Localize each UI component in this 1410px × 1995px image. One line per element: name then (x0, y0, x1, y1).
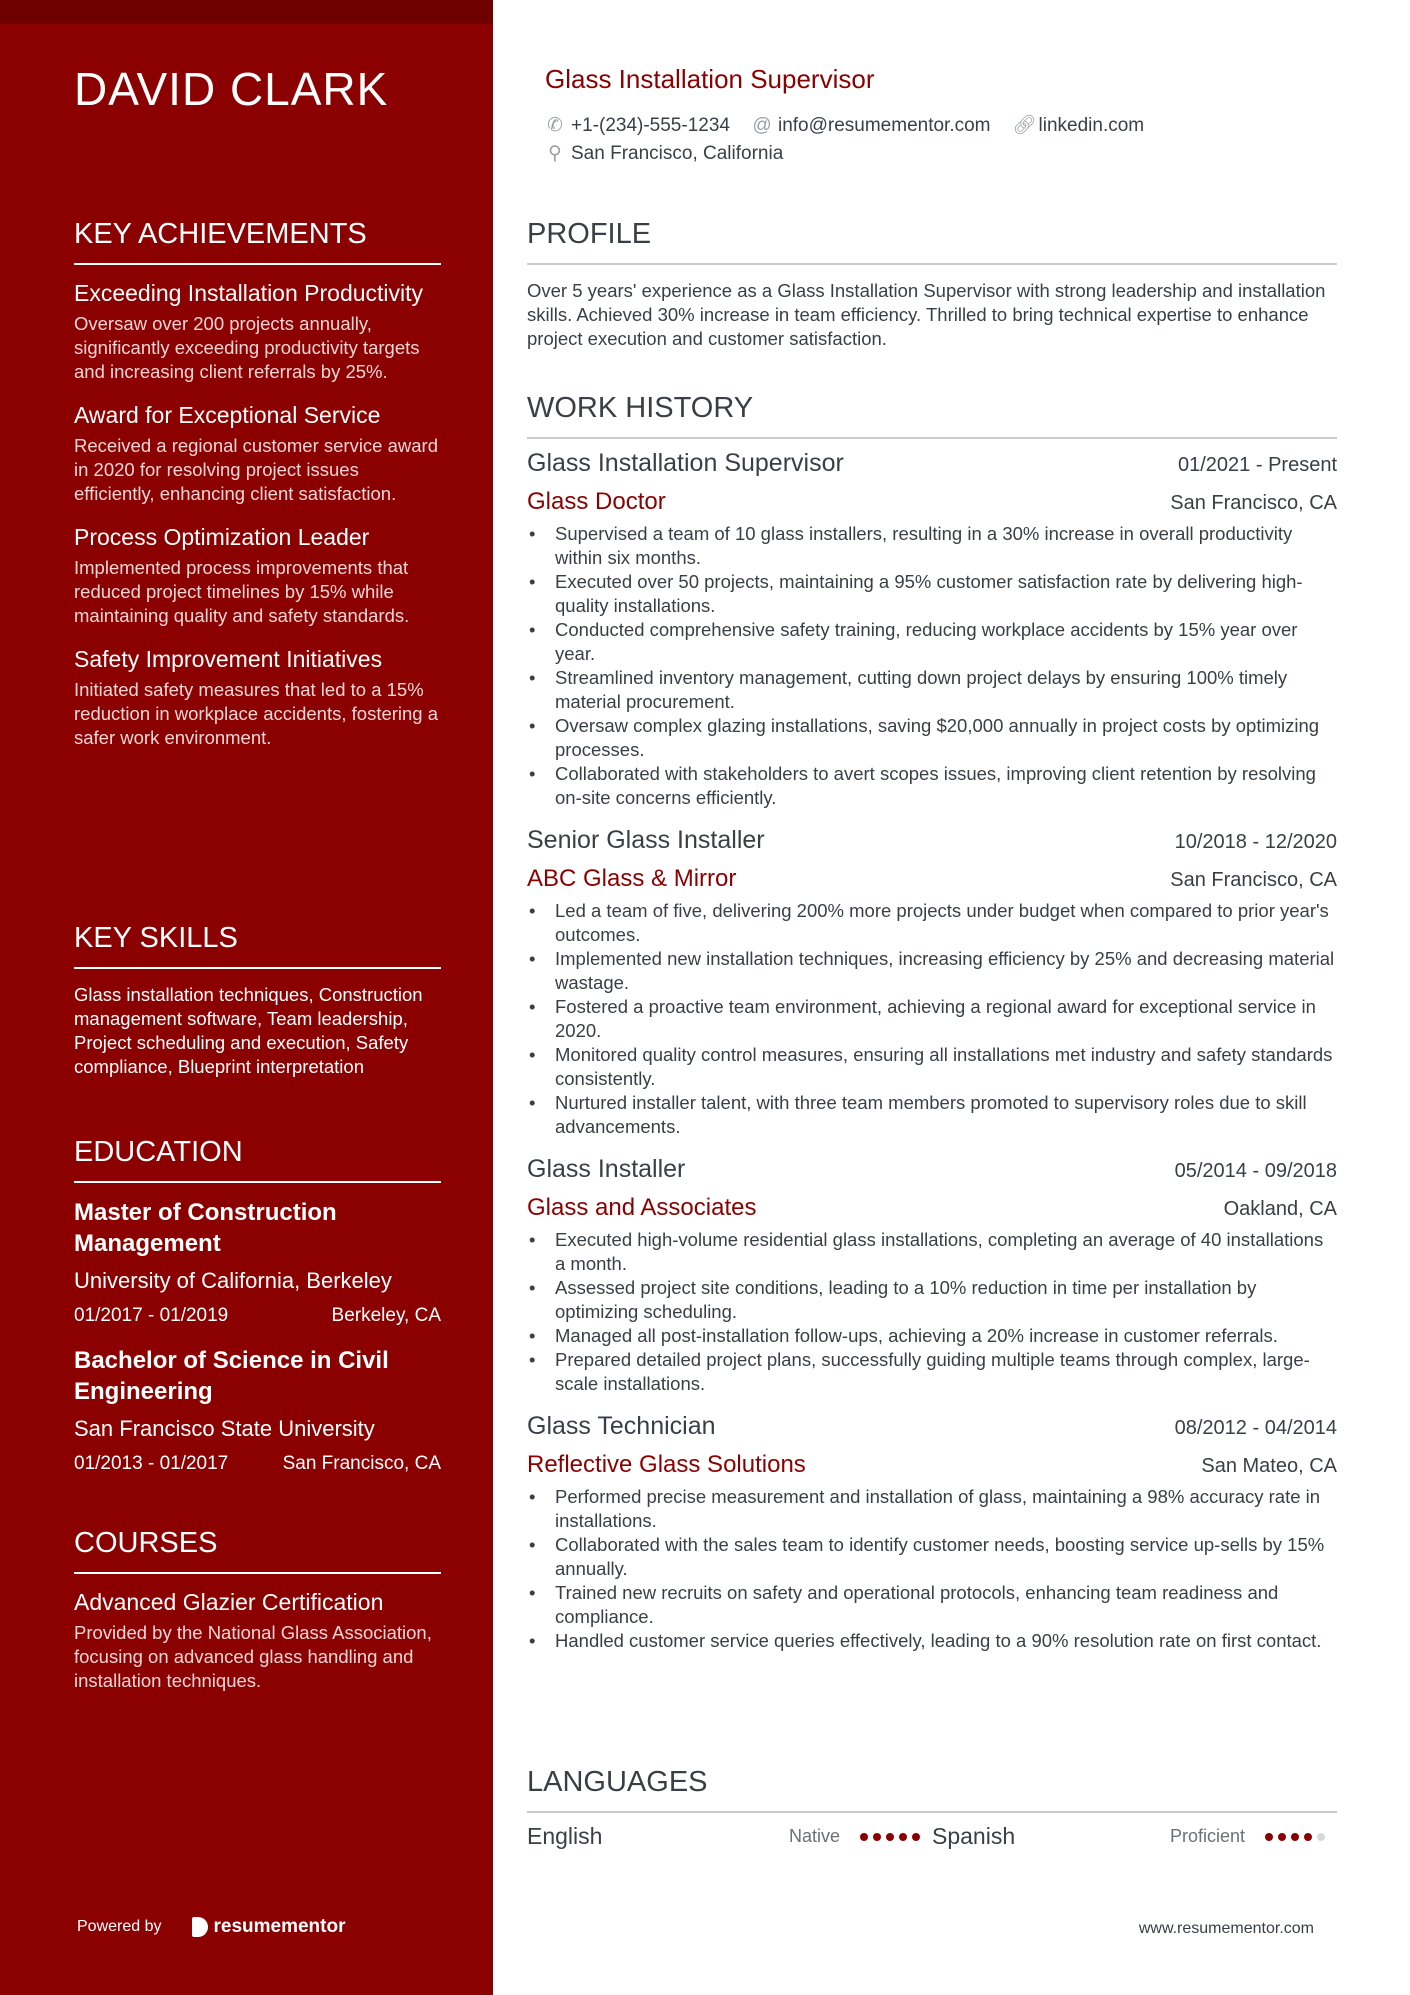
job-bullet: • Nurtured installer talent, with three team members promoted to supervisory roles due to skill advancements. (527, 1091, 1337, 1139)
job-dates: 10/2018 - 12/2020 (1174, 831, 1337, 853)
achievement-desc: Implemented process improvements that reduced project timelines by 15% while maintaining quality and safety standards. (74, 557, 410, 626)
skills-section (74, 922, 441, 1079)
job-header (527, 1410, 1337, 1444)
rating-dot-filled (886, 1833, 894, 1841)
profile-heading: PROFILE (527, 218, 1337, 265)
language-item (932, 1823, 1337, 1850)
target-job-title: Glass Installation Supervisor (545, 64, 875, 94)
job-location: Oakland, CA (1223, 1198, 1337, 1220)
job-bullet: • Fostered a proactive team environment, achieving a regional award for exceptional service in 2020. (527, 995, 1337, 1043)
education-degree: Master of Construction Management (74, 1199, 337, 1257)
sidebar-top-band (0, 0, 493, 24)
education-meta (74, 1453, 441, 1475)
job-subheader (527, 487, 1337, 518)
job-bullet: • Conducted comprehensive safety training, reducing workplace accidents by 15% year over year. (527, 618, 1337, 666)
at-icon: @ (752, 115, 772, 136)
job-dates: 05/2014 - 09/2018 (1174, 1160, 1337, 1182)
education-item (74, 1197, 441, 1327)
rating-dot-filled (899, 1833, 907, 1841)
education-dates: 01/2013 - 01/2017 (74, 1453, 229, 1474)
linkedin-text: linkedin.com (1038, 115, 1145, 136)
achievement-item (74, 279, 441, 384)
course-desc: Provided by the National Glass Association, focusing on advanced glass handling and installation techniques. (74, 1622, 432, 1691)
job-title: Glass Technician (527, 1412, 716, 1440)
skills-heading: KEY SKILLS (74, 922, 441, 969)
achievement-title: Safety Improvement Initiatives (74, 646, 383, 672)
achievement-title: Exceeding Installation Productivity (74, 280, 424, 306)
achievement-title: Award for Exceptional Service (74, 402, 381, 428)
education-dates: 01/2017 - 01/2019 (74, 1305, 229, 1326)
job-entry (527, 1153, 1337, 1396)
rating-dot-empty (1317, 1833, 1325, 1841)
education-location: Berkeley, CA (331, 1305, 441, 1326)
education-location: San Francisco, CA (282, 1453, 441, 1474)
job-bullets (527, 899, 1337, 1139)
education-meta (74, 1305, 441, 1327)
rating-dot-filled (1304, 1833, 1312, 1841)
courses-heading: COURSES (74, 1527, 441, 1574)
brand-logo-icon (192, 1917, 208, 1937)
job-entry (527, 447, 1337, 810)
job-company: ABC Glass & Mirror (527, 865, 737, 892)
education-section (74, 1136, 441, 1493)
job-location: San Mateo, CA (1201, 1455, 1337, 1477)
work-history-heading: WORK HISTORY (527, 392, 1337, 439)
language-rating (1265, 1833, 1325, 1841)
job-subheader (527, 1450, 1337, 1481)
achievement-desc: Oversaw over 200 projects annually, significantly exceeding productivity targets and increasing client referrals by 25%. (74, 313, 420, 382)
education-school: San Francisco State University (74, 1416, 375, 1441)
job-bullet: • Handled customer service queries effectively, leading to a 90% resolution rate on first contact. (527, 1629, 1337, 1653)
achievement-desc: Received a regional customer service award in 2020 for resolving project issues efficiently, enhancing client satisfaction. (74, 435, 439, 504)
contact-phone[interactable] (545, 112, 730, 140)
skills-text: Glass installation techniques, Construction management software, Team leadership, Project scheduling and execution, Safety compliance, Blueprint interpretation (74, 984, 423, 1077)
job-bullet: • Executed high-volume residential glass installations, completing an average of 40 installations a month. (527, 1228, 1337, 1276)
language-name: English (527, 1823, 603, 1849)
brand-logo (192, 1916, 346, 1938)
job-bullet: • Prepared detailed project plans, successfully guiding multiple teams through complex, large-scale installations. (527, 1348, 1337, 1396)
job-bullet: • Trained new recruits on safety and operational protocols, enhancing team readiness and compliance. (527, 1581, 1337, 1629)
language-level: Native (788, 1826, 840, 1846)
email-text: info@resumementor.com (777, 115, 991, 136)
languages-heading: LANGUAGES (527, 1766, 1337, 1813)
sidebar (0, 0, 493, 1995)
achievement-item (74, 523, 441, 628)
job-company: Glass Doctor (527, 488, 666, 515)
job-header (527, 824, 1337, 858)
job-dates: 01/2021 - Present (1178, 454, 1337, 476)
job-bullet: • Streamlined inventory management, cutting down project delays by ensuring 100% timely material procurement. (527, 666, 1337, 714)
achievement-item (74, 645, 441, 750)
job-bullets (527, 522, 1337, 810)
achievement-item (74, 401, 441, 506)
profile-text: Over 5 years' experience as a Glass Installation Supervisor with strong leadership and installation skills. Achieved 30% increase in team efficiency. Thrilled to bring technical expertise to enhance project execution and customer satisfaction. (527, 280, 1326, 349)
powered-by (77, 1916, 346, 1938)
work-history-section (527, 392, 1337, 1667)
rating-dot-filled (860, 1833, 868, 1841)
job-location: San Francisco, CA (1170, 869, 1337, 891)
job-dates: 08/2012 - 04/2014 (1174, 1417, 1337, 1439)
job-bullet: • Performed precise measurement and installation of glass, maintaining a 98% accuracy rate in installations. (527, 1485, 1337, 1533)
job-bullet: • Assessed project site conditions, leading to a 10% reduction in time per installation by optimizing scheduling. (527, 1276, 1337, 1324)
education-degree: Bachelor of Science in Civil Engineering (74, 1347, 389, 1405)
rating-dot-filled (873, 1833, 881, 1841)
achievement-title: Process Optimization Leader (74, 524, 370, 550)
job-title: Senior Glass Installer (527, 826, 765, 854)
achievements-section (74, 218, 441, 767)
contact-email[interactable] (752, 112, 991, 140)
job-subheader (527, 1193, 1337, 1224)
course-title: Advanced Glazier Certification (74, 1589, 384, 1615)
profile-section (527, 218, 1337, 351)
education-heading: EDUCATION (74, 1136, 441, 1183)
job-company: Reflective Glass Solutions (527, 1451, 806, 1478)
job-entry (527, 824, 1337, 1139)
job-subheader (527, 864, 1337, 895)
location-pin-icon: ⚲ (548, 143, 562, 164)
phone-icon: ✆ (547, 115, 563, 136)
link-icon: 🔗︎ (1012, 115, 1037, 136)
contact-location (545, 140, 783, 168)
powered-by-label: Powered by (77, 1918, 162, 1935)
language-rating (860, 1833, 920, 1841)
language-name: Spanish (932, 1823, 1016, 1849)
phone-text: +1-(234)-555-1234 (571, 115, 730, 136)
job-bullet: • Collaborated with stakeholders to avert scopes issues, improving client retention by resolving on-site concerns efficiently. (527, 762, 1337, 810)
footer-url[interactable]: www.resumementor.com (1138, 1920, 1314, 1937)
job-bullet: • Implemented new installation techniques, increasing efficiency by 25% and decreasing material wastage. (527, 947, 1337, 995)
location-text: San Francisco, California (571, 143, 784, 164)
candidate-name: DAVID CLARK (74, 63, 389, 115)
job-bullets (527, 1485, 1337, 1653)
language-level: Proficient (1169, 1826, 1245, 1846)
job-header (527, 1153, 1337, 1187)
languages-section (527, 1766, 1337, 1850)
course-item (74, 1588, 441, 1693)
job-bullet: • Supervised a team of 10 glass installers, resulting in a 30% increase in overall productivity within six months. (527, 522, 1337, 570)
education-school: University of California, Berkeley (74, 1268, 392, 1293)
language-item (527, 1823, 932, 1850)
brand-name: resumementor (213, 1916, 346, 1937)
job-entry (527, 1410, 1337, 1653)
job-title: Glass Installer (527, 1155, 686, 1183)
rating-dot-filled (1265, 1833, 1273, 1841)
contact-info (545, 112, 1325, 168)
courses-section (74, 1527, 441, 1693)
job-title: Glass Installation Supervisor (527, 449, 844, 477)
job-bullets (527, 1228, 1337, 1396)
job-header (527, 447, 1337, 481)
achievements-heading: KEY ACHIEVEMENTS (74, 218, 441, 265)
job-bullet: • Managed all post-installation follow-ups, achieving a 20% increase in customer referrals. (527, 1324, 1337, 1348)
job-bullet: • Collaborated with the sales team to identify customer needs, boosting service up-sells by 15% annually. (527, 1533, 1337, 1581)
job-location: San Francisco, CA (1170, 492, 1337, 514)
achievement-desc: Initiated safety measures that led to a 15% reduction in workplace accidents, fostering a safer work environment. (74, 679, 439, 748)
job-bullet: • Oversaw complex glazing installations, saving $20,000 annually in project costs by optimizing processes. (527, 714, 1337, 762)
job-bullet: • Monitored quality control measures, ensuring all installations met industry and safety standards consistently. (527, 1043, 1337, 1091)
job-company: Glass and Associates (527, 1194, 757, 1221)
rating-dot-filled (1291, 1833, 1299, 1841)
education-item (74, 1345, 441, 1475)
rating-dot-filled (912, 1833, 920, 1841)
job-bullet: • Led a team of five, delivering 200% more projects under budget when compared to prior year's outcomes. (527, 899, 1337, 947)
rating-dot-filled (1278, 1833, 1286, 1841)
job-bullet: • Executed over 50 projects, maintaining a 95% customer satisfaction rate by delivering high-quality installations. (527, 570, 1337, 618)
contact-linkedin[interactable] (1013, 112, 1145, 140)
